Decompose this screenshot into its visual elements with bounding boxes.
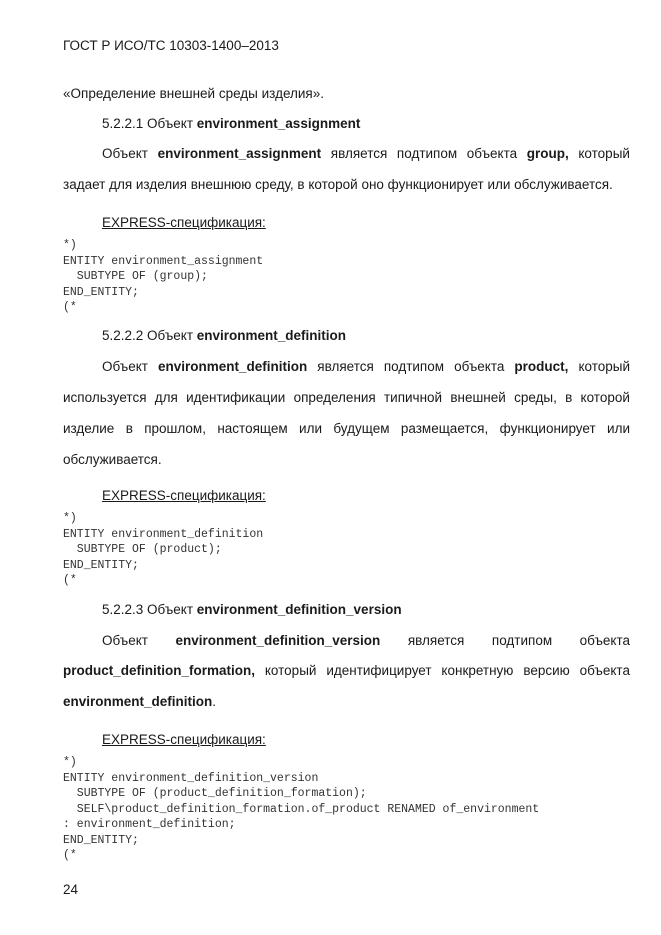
section-1-paragraph-line-1: Объект environment_assignment является подтипом объекта group, который	[102, 146, 630, 161]
express-label-2: EXPRESS-спецификация:	[102, 488, 266, 503]
section-heading-1: 5.2.2.1 Объект environment_assignment	[102, 116, 361, 131]
section-2-paragraph-line-2: используется для идентификации определения типичной внешней среды, в которой	[63, 390, 630, 405]
section-3-paragraph-line-2: product_definition_formation, который идентифицирует конкретную версию объекта	[63, 663, 630, 678]
section-heading-2: 5.2.2.2 Объект environment_definition	[102, 328, 347, 343]
express-code-2: *) ENTITY environment_definition SUBTYPE OF (product); END_ENTITY; (*	[63, 512, 264, 587]
express-label-3: EXPRESS-спецификация:	[102, 732, 266, 747]
section-2-paragraph-line-4: обслуживается.	[63, 452, 162, 467]
section-2-paragraph-line-3: изделие в прошлом, настоящем или будущем размещается, функционирует или	[63, 421, 630, 436]
section-2-paragraph-line-1: Объект environment_definition является подтипом объекта product, который	[102, 359, 630, 374]
express-label-1: EXPRESS-спецификация:	[102, 215, 266, 230]
section-3-paragraph-line-1: Объект environment_definition_version является подтипом объекта	[102, 633, 630, 648]
group-term: group,	[526, 146, 569, 161]
intro-line: «Определение внешней среды изделия».	[63, 86, 324, 101]
page-number: 24	[63, 882, 79, 897]
section-heading-3: 5.2.2.3 Объект environment_definition_version	[102, 602, 402, 617]
document-header: ГОСТ Р ИСО/ТС 10303-1400–2013	[63, 38, 279, 53]
express-code-3: *) ENTITY environment_definition_version SUBTYPE OF (product_definition_formation); SELF\product_definition_formation.of_product RENAMED of_environment : environment_definition; END_ENTITY; (*	[63, 756, 540, 862]
section-3-paragraph-line-3: environment_definition.	[63, 694, 217, 709]
express-code-1: *) ENTITY environment_assignment SUBTYPE OF (group); END_ENTITY; (*	[63, 239, 264, 314]
section-1-paragraph-line-2: задает для изделия внешнюю среду, в которой оно функционирует или обслуживается.	[63, 177, 613, 192]
